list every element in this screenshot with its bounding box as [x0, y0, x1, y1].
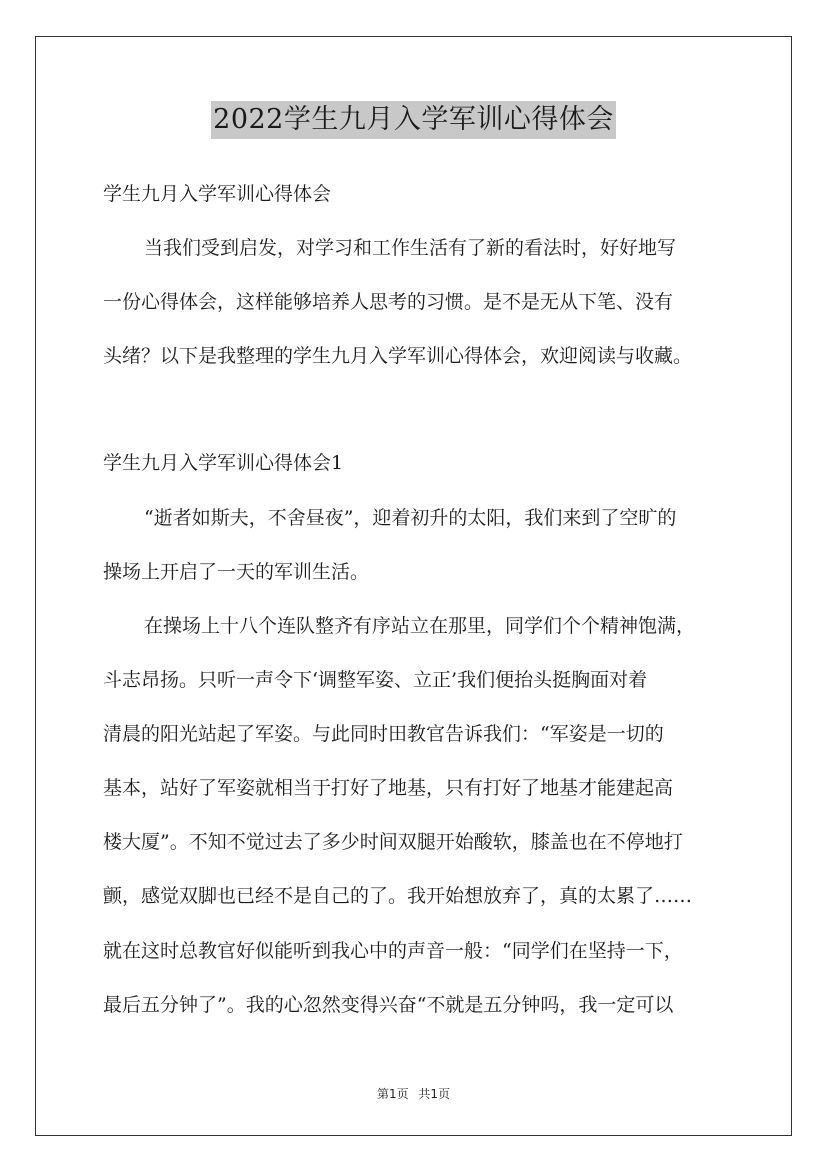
page-total: 共1页	[418, 1087, 451, 1101]
intro-line-3: 头绪？以下是我整理的学生九月入学军训心得体会，欢迎阅读与收藏。	[103, 345, 693, 367]
para2-line-5: 楼大厦”。不知不觉过去了多少时间双腿开始酸软，膝盖也在不停地打	[103, 831, 683, 853]
intro-line-2: 一份心得体会，这样能够培养人思考的习惯。是不是无从下笔、没有	[103, 291, 674, 313]
document-subtitle: 学生九月入学军训心得体会	[103, 183, 332, 205]
para2-line-6: 颤，感觉双脚也已经不是自己的了。我开始想放弃了，真的太累了……	[103, 885, 693, 907]
section-heading: 学生九月入学军训心得体会1	[103, 452, 344, 474]
title-container	[0, 101, 827, 139]
page-number: 第1页	[376, 1087, 409, 1101]
para2-line-4: 基本，站好了军姿就相当于打好了地基，只有打好了地基才能建起高	[103, 777, 674, 799]
page-footer	[0, 1085, 827, 1102]
intro-line-1: 当我们受到启发，对学习和工作生活有了新的看法时，好好地写	[144, 237, 677, 259]
para2-line-1: 在操场上十八个连队整齐有序站立在那里，同学们个个精神饱满，	[144, 615, 696, 637]
para2-line-2: 斗志昂扬。只听一声令下‘调整军姿、立正’我们便抬头挺胸面对着	[103, 669, 648, 691]
para1-line-2: 操场上开启了一天的军训生活。	[103, 561, 370, 583]
para2-line-7: 就在这时总教官好似能听到我心中的声音一般：“同学们在坚持一下，	[103, 940, 683, 962]
para1-line-1: “逝者如斯夫，不舍昼夜”，迎着初升的太阳，我们来到了空旷的	[144, 507, 677, 529]
document-title: 2022学生九月入学军训心得体会	[211, 101, 616, 139]
para2-line-8: 最后五分钟了”。我的心忽然变得兴奋“不就是五分钟吗，我一定可以	[103, 994, 674, 1016]
para2-line-3: 清晨的阳光站起了军姿。与此同时田教官告诉我们：“军姿是一切的	[103, 723, 664, 745]
